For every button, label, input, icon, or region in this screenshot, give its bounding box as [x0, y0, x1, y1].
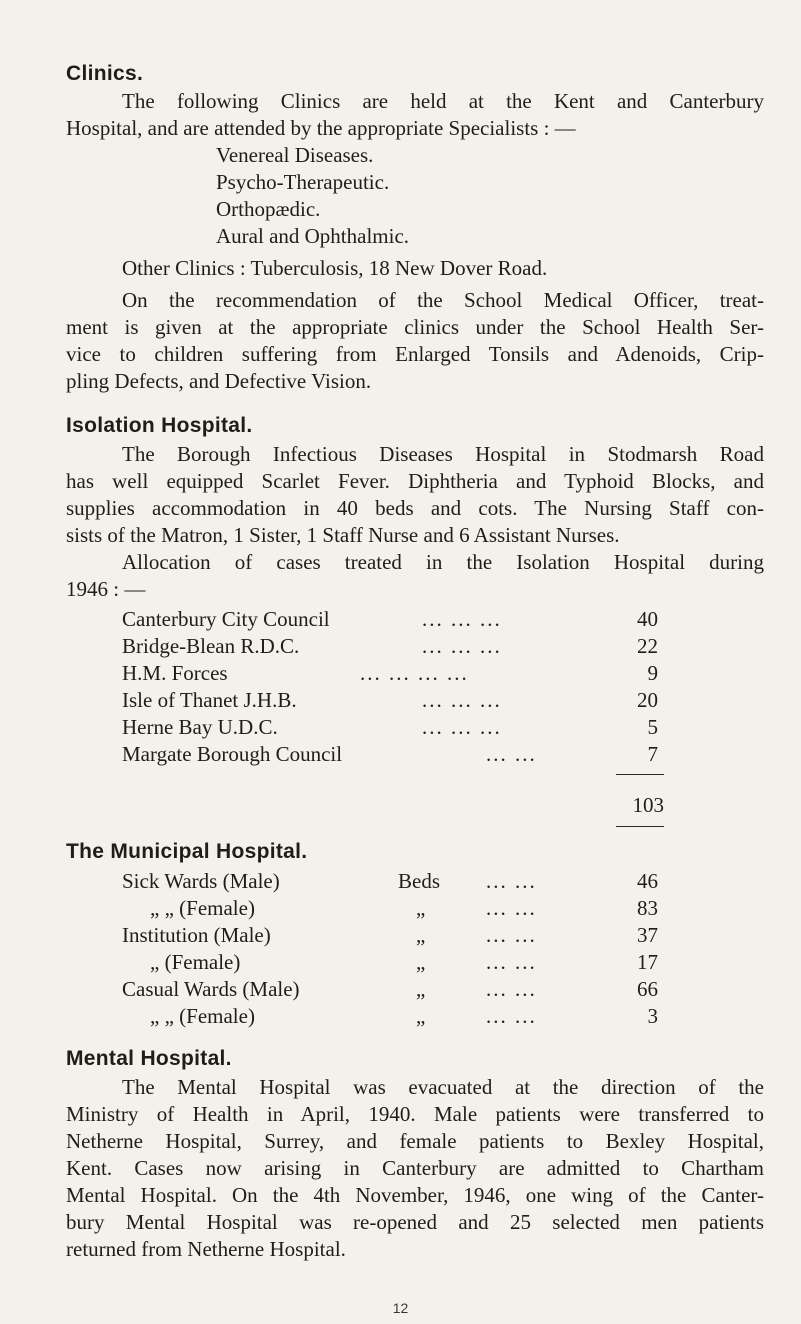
row-label: Isle of Thanet J.H.B. [122, 688, 297, 712]
clinics-heading: Clinics. [66, 62, 144, 85]
row-unit: Beds [398, 869, 440, 893]
row-leader-dots: ... ... ... [422, 715, 502, 739]
row-value: 46 [637, 869, 658, 893]
row-label: Institution (Male) [122, 923, 271, 947]
isolation-para-line: has well equipped Scarlet Fever. Diphtheria and Typhoid Blocks, and [66, 469, 764, 493]
total-value: 103 [632, 793, 664, 817]
clinics-para-line: vice to children suffering from Enlarged Tonsils and Adenoids, Crip- [66, 342, 764, 366]
row-unit: „ [416, 896, 426, 920]
row-value: 22 [637, 634, 658, 658]
row-label: Margate Borough Council [122, 742, 343, 766]
row-leader-dots: ... ... [486, 742, 537, 766]
row-leader-dots: ... ... [486, 923, 537, 947]
table-row [122, 714, 682, 741]
row-value: 17 [637, 950, 658, 974]
clinic-list-item: Psycho-Therapeutic. [216, 170, 390, 194]
row-label: „ „ (Female) [150, 896, 255, 920]
clinics-para-line: ment is given at the appropriate clinics under the School Health Ser- [66, 315, 764, 339]
row-value: 7 [647, 742, 658, 766]
row-label: Bridge-Blean R.D.C. [122, 634, 300, 658]
row-value: 20 [637, 688, 658, 712]
row-label: Casual Wards (Male) [122, 977, 300, 1001]
row-label: „ (Female) [150, 950, 241, 974]
row-value: 3 [647, 1004, 658, 1028]
table-row [122, 741, 682, 768]
row-value: 37 [637, 923, 658, 947]
table-row [122, 895, 682, 922]
isolation-para-line: sists of the Matron, 1 Sister, 1 Staff Nurse and 6 Assistant Nurses. [66, 523, 620, 547]
table-row [122, 687, 682, 714]
row-leader-dots: ... ... [486, 896, 537, 920]
allocation-line-2: 1946 : — [66, 577, 146, 601]
row-label: Canterbury City Council [122, 607, 330, 631]
row-unit: „ [416, 950, 426, 974]
table-row [122, 949, 682, 976]
row-leader-dots: ... ... [486, 869, 537, 893]
table-row [122, 1003, 682, 1030]
mental-para-line: Mental Hospital. On the 4th November, 1946, one wing of the Canter- [66, 1183, 764, 1207]
row-leader-dots: ... ... ... [422, 634, 502, 658]
table-row [122, 660, 682, 687]
mental-para-line: Netherne Hospital, Surrey, and female patients to Bexley Hospital, [66, 1129, 764, 1153]
other-clinics-text: Other Clinics : Tuberculosis, 18 New Dover Road. [122, 256, 548, 280]
clinics-para-line: pling Defects, and Defective Vision. [66, 369, 372, 393]
clinics-para-line: On the recommendation of the School Medical Officer, treat- [122, 288, 764, 312]
table-row [122, 633, 682, 660]
mental-para-line: The Mental Hospital was evacuated at the direction of the [122, 1075, 764, 1099]
isolation-para-line: supplies accommodation in 40 beds and cots. The Nursing Staff con- [66, 496, 764, 520]
clinic-list-item: Orthopædic. [216, 197, 321, 221]
row-leader-dots: ... ... ... [422, 607, 502, 631]
isolation-heading: Isolation Hospital. [66, 414, 253, 437]
row-leader-dots: ... ... [486, 1004, 537, 1028]
clinics-intro-line-1: The following Clinics are held at the Kent and Canterbury [122, 89, 764, 113]
mental-para-line: Ministry of Health in April, 1940. Male patients were transferred to [66, 1102, 764, 1126]
clinic-list-item: Aural and Ophthalmic. [216, 224, 410, 248]
mental-para-line: bury Mental Hospital was re-opened and 25 selected men patients [66, 1210, 764, 1234]
row-unit: „ [416, 1004, 426, 1028]
row-unit: „ [416, 923, 426, 947]
row-value: 9 [647, 661, 658, 685]
mental-para-line: returned from Netherne Hospital. [66, 1237, 346, 1261]
table-row [122, 606, 682, 633]
row-unit: „ [416, 977, 426, 1001]
row-value: 40 [637, 607, 658, 631]
allocation-line-1: Allocation of cases treated in the Isolation Hospital during [122, 550, 764, 574]
municipal-heading: The Municipal Hospital. [66, 840, 308, 863]
total-rule-top [616, 774, 664, 775]
isolation-para-line: The Borough Infectious Diseases Hospital in Stodmarsh Road [122, 442, 764, 466]
mental-heading: Mental Hospital. [66, 1047, 232, 1070]
table-row [122, 976, 682, 1003]
page-number: 12 [392, 1300, 409, 1316]
row-leader-dots: ... ... [486, 950, 537, 974]
row-value: 66 [637, 977, 658, 1001]
mental-para-line: Kent. Cases now arising in Canterbury are admitted to Chartham [66, 1156, 764, 1180]
clinic-list-item: Venereal Diseases. [216, 143, 374, 167]
row-label: H.M. Forces [122, 661, 228, 685]
clinics-intro-line-2: Hospital, and are attended by the appropriate Specialists : — [66, 116, 576, 140]
row-label: Sick Wards (Male) [122, 869, 280, 893]
row-leader-dots: ... ... ... [422, 688, 502, 712]
row-label: Herne Bay U.D.C. [122, 715, 278, 739]
table-row [122, 922, 682, 949]
row-label: „ „ (Female) [150, 1004, 255, 1028]
row-value: 83 [637, 896, 658, 920]
total-row [600, 792, 680, 819]
row-leader-dots: ... ... [486, 977, 537, 1001]
row-leader-dots: ... ... ... ... [360, 661, 469, 685]
table-row [122, 868, 682, 895]
row-value: 5 [647, 715, 658, 739]
total-rule-bottom [616, 826, 664, 827]
